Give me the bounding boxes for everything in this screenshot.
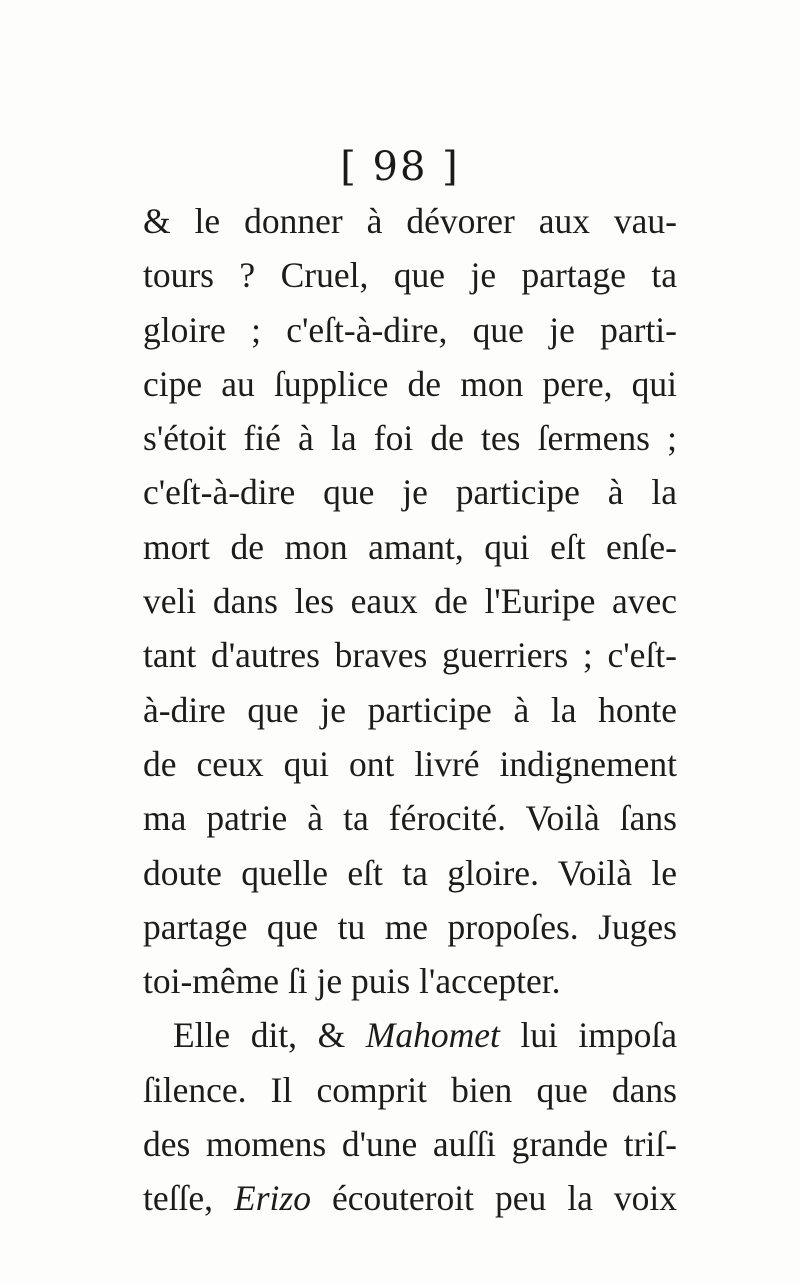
text-line: ſilence. Il comprit bien que dans bbox=[143, 1069, 677, 1110]
text-segment: écouteroit peu la voix bbox=[310, 1178, 677, 1219]
text-line: gloire ; c'eſt-à-dire, que je parti- bbox=[143, 309, 677, 350]
paragraph-start-line bbox=[143, 1008, 677, 1062]
text-line: & le donner à dévorer aux vau- bbox=[143, 201, 677, 241]
text-line: cipe au ſupplice de mon pere, qui bbox=[143, 363, 677, 404]
italic-name-mahomet: Mahomet bbox=[365, 1015, 500, 1056]
body-text bbox=[143, 194, 677, 1226]
text-line: mort de mon amant, qui eſt enſe- bbox=[143, 526, 677, 567]
text-line: veli dans les eaux de l'Euripe avec bbox=[143, 581, 677, 622]
text-line: tant d'autres braves guerriers ; c'eſt- bbox=[143, 635, 677, 676]
text-line: c'eſt-à-dire que je participe à la bbox=[143, 472, 677, 513]
italic-name-erizo: Erizo bbox=[234, 1178, 311, 1219]
text-line: doute quelle eſt ta gloire. Voilà le bbox=[143, 852, 677, 893]
text-line: partage que tu me propoſes. Juges bbox=[143, 906, 677, 947]
text-line: tours ? Cruel, que je partage ta bbox=[143, 255, 677, 296]
text-line: de ceux qui ont livré indignement bbox=[143, 743, 677, 784]
text-segment: teſſe, bbox=[143, 1178, 235, 1219]
page-number: [ 98 ] bbox=[340, 144, 460, 190]
text-segment: Elle dit, & bbox=[173, 1015, 366, 1056]
text-line: des momens d'une auſſi grande triſ- bbox=[143, 1124, 677, 1165]
text-line: s'étoit fié à la foi de tes ſermens ; bbox=[143, 418, 677, 459]
text-line: à-dire que je participe à la honte bbox=[143, 689, 677, 730]
text-segment: lui impoſa bbox=[499, 1015, 677, 1056]
text-line bbox=[143, 1171, 677, 1225]
text-line: toi-même ſi je puis l'accepter. bbox=[143, 961, 561, 1002]
text-line: ma patrie à ta férocité. Voilà ſans bbox=[143, 798, 677, 839]
